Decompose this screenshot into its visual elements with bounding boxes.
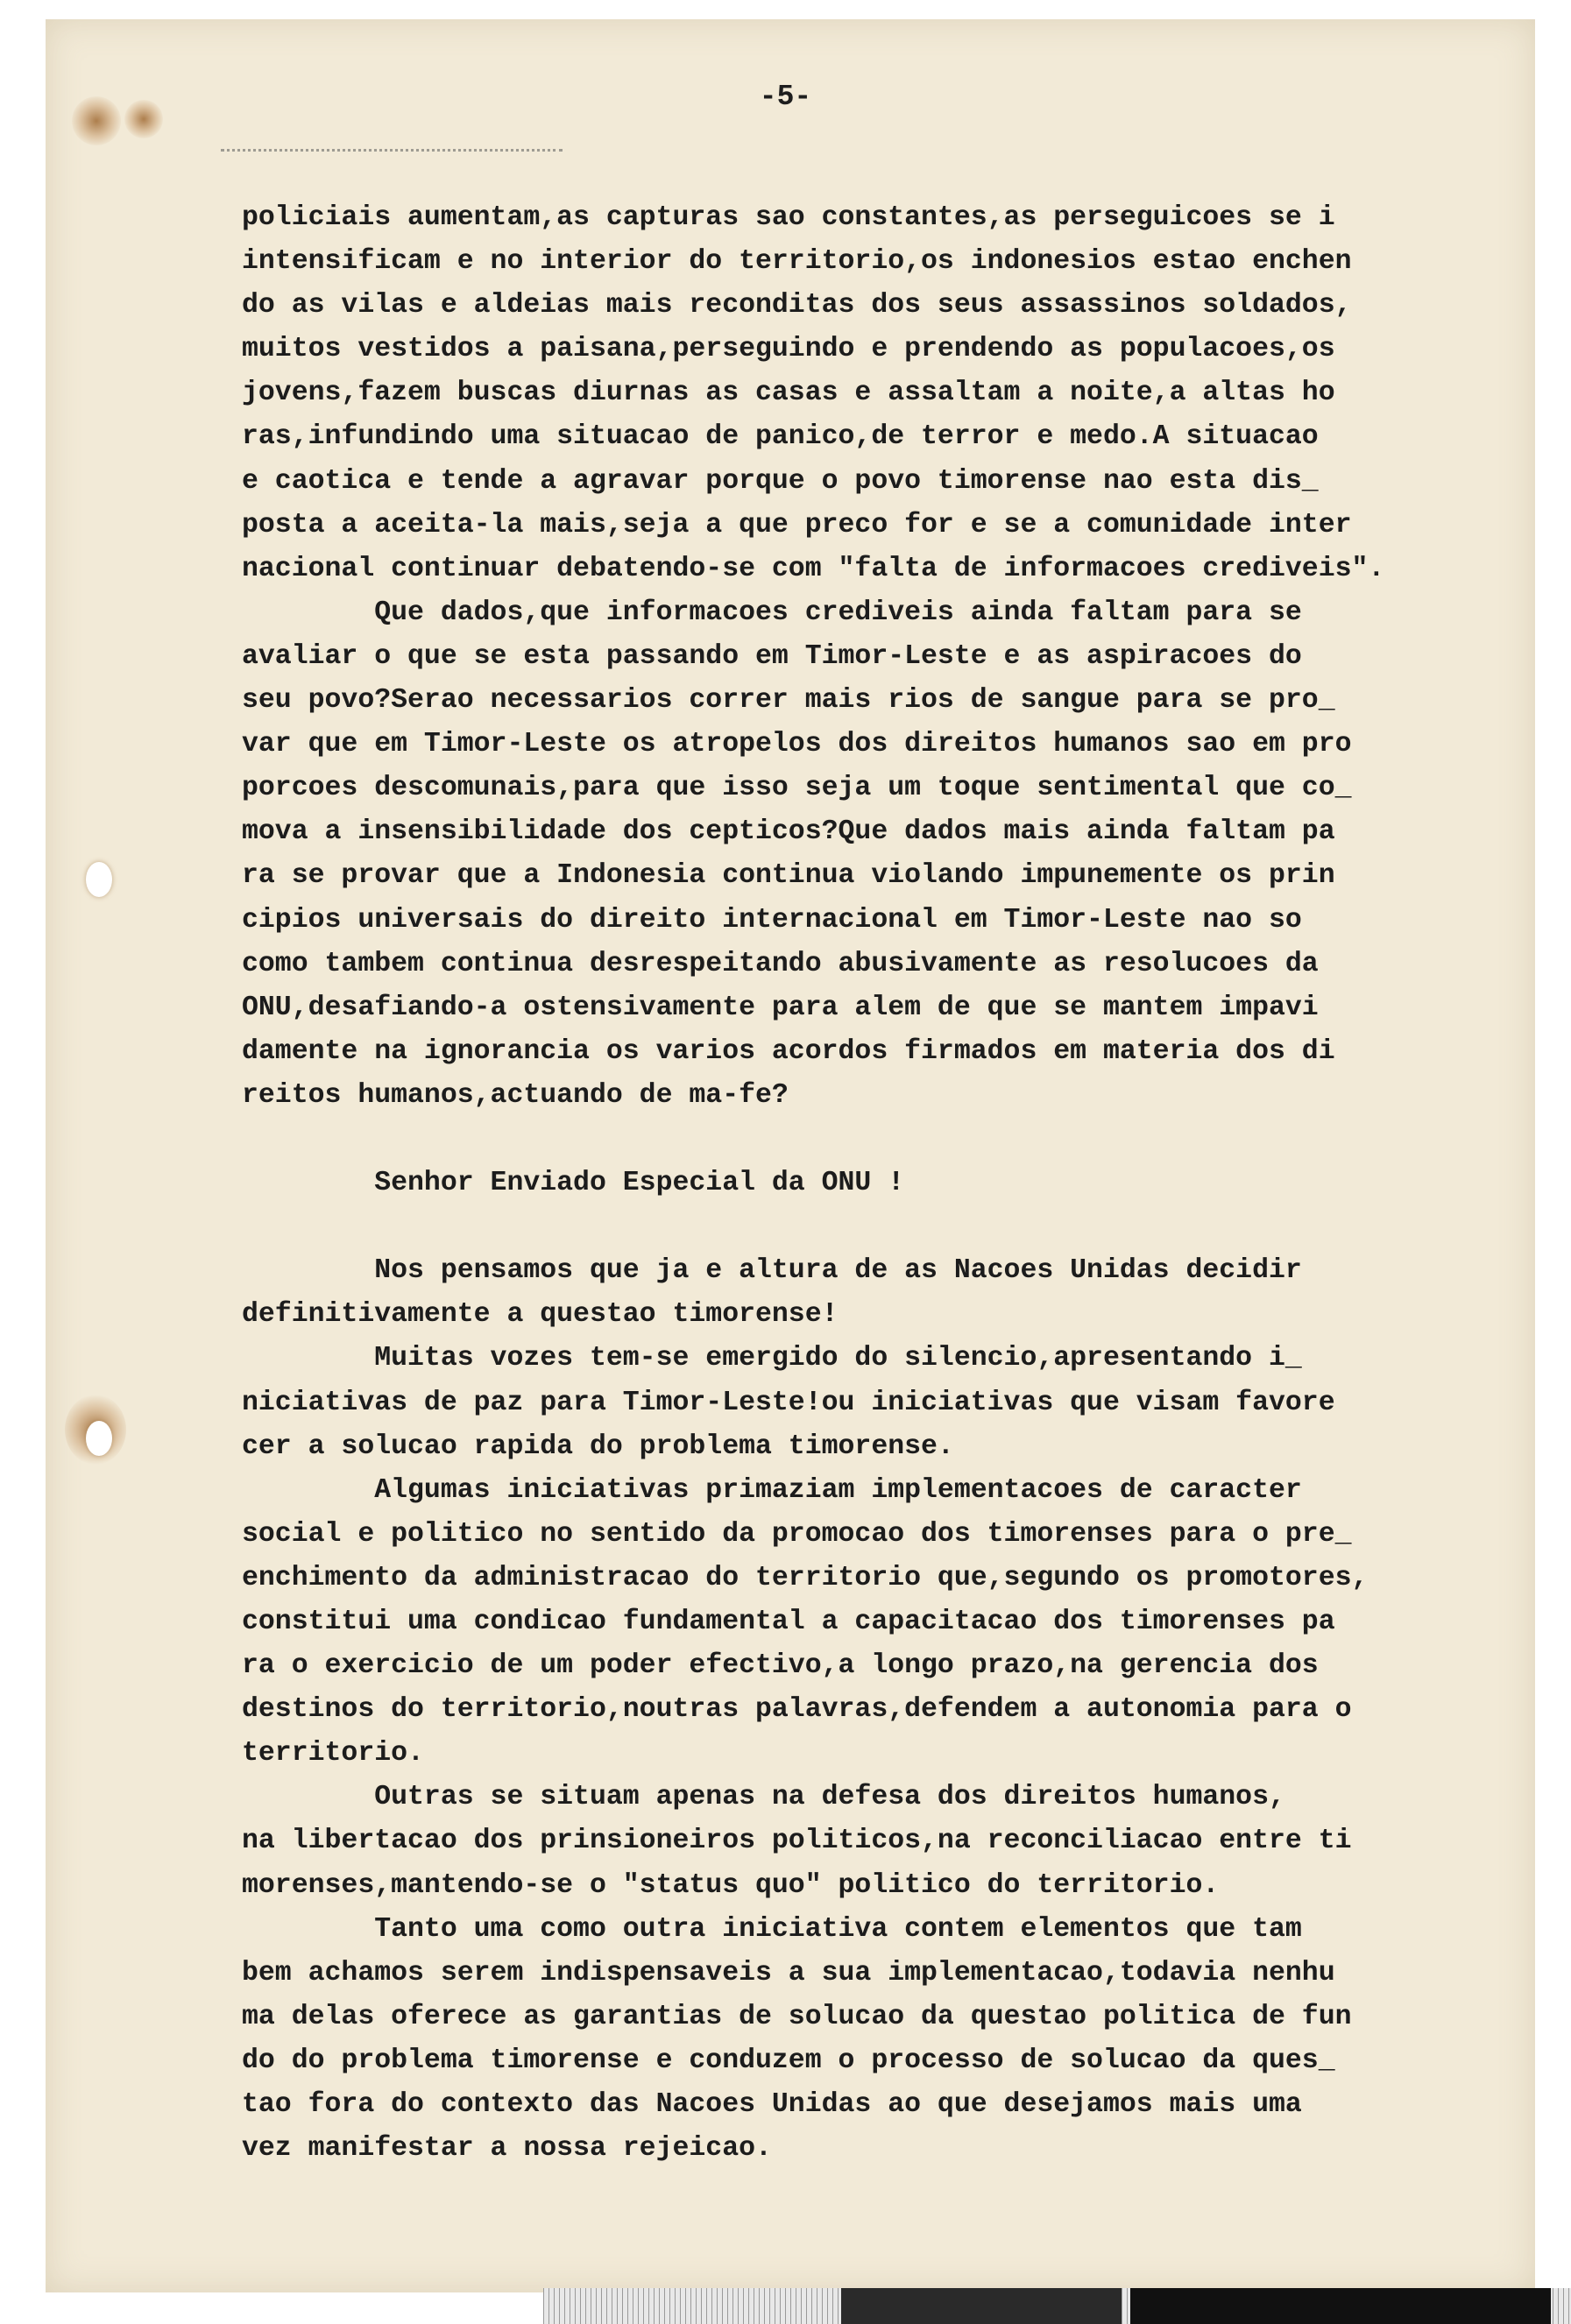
text-line: muitos vestidos a paisana,perseguindo e prendendo as populacoes,os xyxy=(242,334,1335,365)
text-line: social e politico no sentido da promocao dos timorenses para o pre_ xyxy=(242,1518,1352,1550)
text-line: nacional continuar debatendo-se com "falta de informacoes crediveis". xyxy=(242,553,1385,584)
text-line: enchimento da administracao do territorio que,segundo os promotores, xyxy=(242,1562,1369,1593)
text-line: na libertacao dos prinsioneiros politicos,na reconciliacao entre ti xyxy=(242,1826,1352,1857)
text-line: vez manifestar a nossa rejeicao. xyxy=(242,2133,772,2165)
text-line: damente na ignorancia os varios acordos firmados em materia dos di xyxy=(242,1035,1335,1067)
text-line: morenses,mantendo-se o "status quo" politico do territorio. xyxy=(242,1869,1220,1901)
text-line: Muitas vozes tem-se emergido do silencio,apresentando i_ xyxy=(242,1343,1302,1374)
text-line: Nos pensamos que ja e altura de as Nacoes Unidas decidir xyxy=(242,1255,1302,1287)
text-line: territorio. xyxy=(242,1738,424,1769)
text-line: como tambem continua desrespeitando abusivamente as resolucoes da xyxy=(242,948,1319,979)
text-line: cipios universais do direito internacional em Timor-Leste nao so xyxy=(242,904,1302,936)
blank-line xyxy=(242,1118,1504,1162)
text-line: destinos do territorio,noutras palavras,defendem a autonomia para o xyxy=(242,1694,1352,1726)
text-line: intensificam e no interior do territorio,os indonesios estao enchen xyxy=(242,246,1352,278)
scan-black-patch xyxy=(1130,2288,1551,2324)
text-line: niciativas de paz para Timor-Leste!ou iniciativas que visam favore xyxy=(242,1387,1335,1418)
scan-gray-patch xyxy=(841,2288,1122,2324)
text-line: tao fora do contexto das Nacoes Unidas ao que desejamos mais uma xyxy=(242,2089,1302,2121)
text-line: avaliar o que se esta passando em Timor-Leste e as aspiracoes do xyxy=(242,640,1302,672)
text-line: Senhor Enviado Especial da ONU ! xyxy=(242,1168,905,1199)
typed-letter-body xyxy=(242,196,1504,2171)
text-line: mova a insensibilidade dos cepticos?Que dados mais ainda faltam pa xyxy=(242,816,1335,848)
text-line: Algumas iniciativas primaziam implementacoes de caracter xyxy=(242,1474,1302,1506)
text-line: constitui uma condicao fundamental a capacitacao dos timorenses pa xyxy=(242,1607,1335,1637)
text-line: reitos humanos,actuando de ma-fe? xyxy=(242,1079,789,1111)
text-line: porcoes descomunais,para que isso seja um toque sentimental que co_ xyxy=(242,773,1352,804)
text-line: policiais aumentam,as capturas sao constantes,as perseguicoes se i xyxy=(242,202,1335,233)
text-line: ra o exercicio de um poder efectivo,a longo prazo,na gerencia dos xyxy=(242,1650,1319,1682)
text-line: ma delas oferece as garantias de solucao da questao politica de fun xyxy=(242,2001,1352,2032)
text-line: jovens,fazem buscas diurnas as casas e assaltam a noite,a altas ho xyxy=(242,378,1335,409)
text-line: cer a solucao rapida do problema timorense. xyxy=(242,1430,954,1462)
text-line: do do problema timorense e conduzem o processo de solucao da ques_ xyxy=(242,2045,1335,2076)
text-line: do as vilas e aldeias mais reconditas dos seus assassinos soldados, xyxy=(242,290,1352,321)
text-line: Que dados,que informacoes crediveis ainda faltam para se xyxy=(242,597,1302,628)
text-line: ra se provar que a Indonesia continua violando impunemente os prin xyxy=(242,860,1335,892)
punch-hole-upper xyxy=(86,862,112,897)
text-line: Tanto uma como outra iniciativa contem elementos que tam xyxy=(242,1913,1302,1945)
text-line: definitivamente a questao timorense! xyxy=(242,1299,839,1331)
text-line: var que em Timor-Leste os atropelos dos direitos humanos sao em pro xyxy=(242,729,1352,760)
text-line: posta a aceita-la mais,seja a que preco for e se a comunidade inter xyxy=(242,509,1352,540)
text-line: Outras se situam apenas na defesa dos direitos humanos, xyxy=(242,1782,1285,1813)
text-line: ONU,desafiando-a ostensivamente para alem de que se mantem impavi xyxy=(242,992,1319,1023)
punch-hole-lower xyxy=(86,1421,112,1456)
faded-strikethrough-line xyxy=(221,149,563,152)
blank-line xyxy=(242,1205,1504,1249)
page-number: -5- xyxy=(759,81,812,113)
text-line: seu povo?Serao necessarios correr mais rios de sangue para se pro_ xyxy=(242,685,1335,717)
text-line: bem achamos serem indispensaveis a sua implementacao,todavia nenhu xyxy=(242,1957,1335,1988)
text-line: e caotica e tende a agravar porque o povo timorense nao esta dis_ xyxy=(242,465,1319,497)
text-line: ras,infundindo uma situacao de panico,de terror e medo.A situacao xyxy=(242,421,1319,453)
